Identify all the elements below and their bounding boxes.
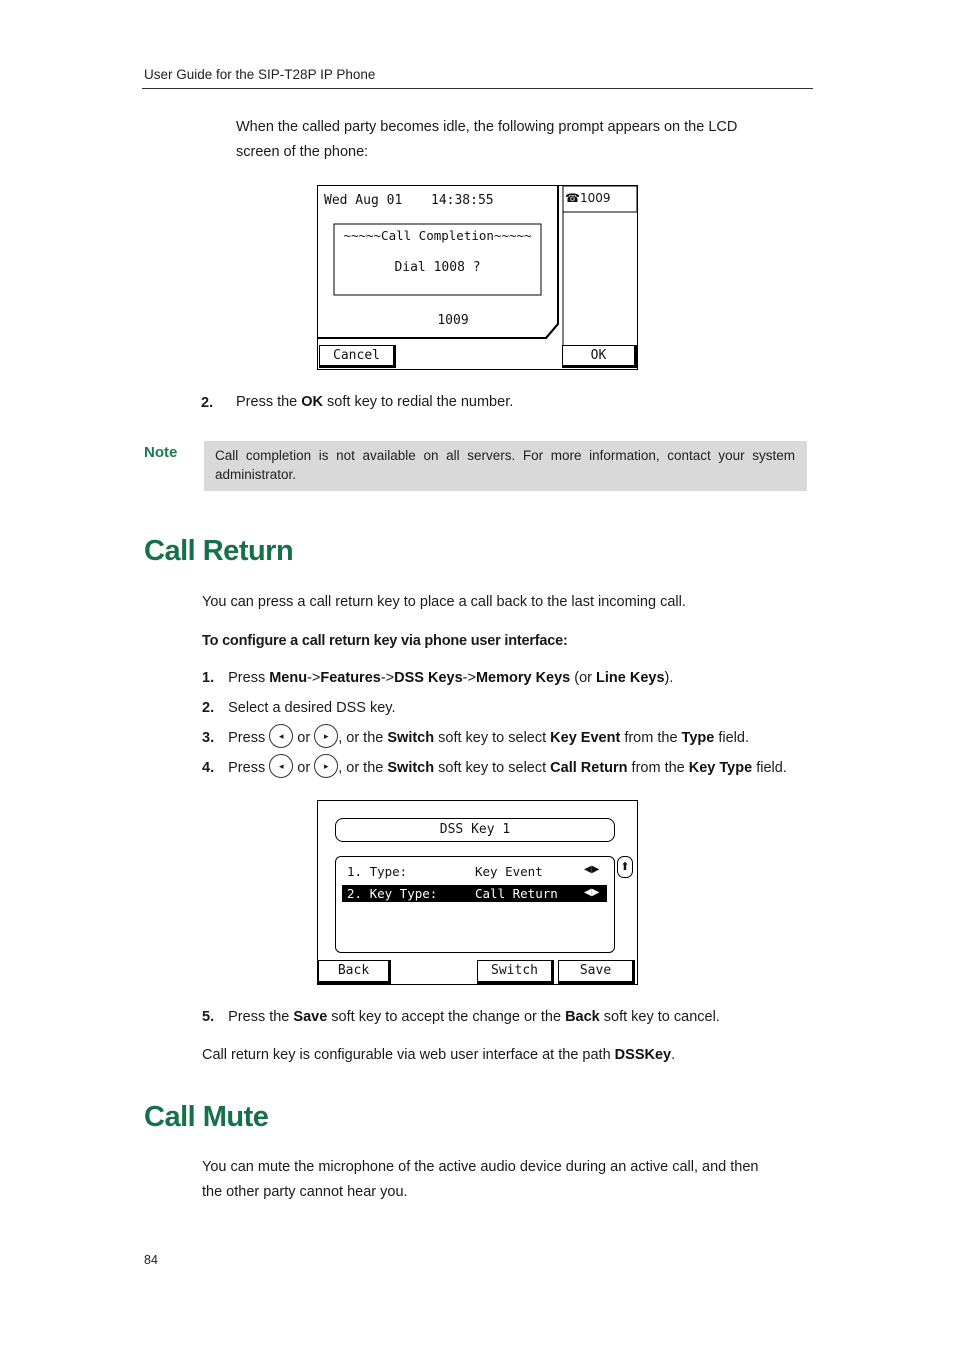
row1-value[interactable]: Key Event (475, 864, 543, 879)
cr-step-4: 4. Press ◂ or ▸ , or the Switch soft key to select Call Return from the Key Type field. (202, 756, 787, 781)
call-return-heading: Call Return (144, 535, 294, 567)
cr-step-1: 1. Press Menu->Features->DSS Keys->Memory Keys (or Line Keys). (202, 670, 674, 686)
line-key-1009[interactable]: ☎1009 (565, 191, 611, 205)
back-softkey[interactable]: Back (318, 960, 391, 984)
page-number: 84 (144, 1253, 158, 1267)
ok-softkey[interactable]: OK (562, 345, 637, 368)
cr-step-2: 2. Select a desired DSS key. (202, 700, 396, 716)
save-softkey[interactable]: Save (558, 960, 635, 984)
row1-label: 1. Type: (347, 864, 408, 879)
dialog-title: ~~~~~Call Completion~~~~~ (343, 228, 532, 243)
running-header: User Guide for the SIP-T28P IP Phone (144, 67, 376, 82)
row2-value: Call Return (475, 886, 558, 901)
cr-step-3: 3. Press ◂ or ▸ , or the Switch soft key to select Key Event from the Type field. (202, 726, 749, 751)
note-text: Call completion is not available on all servers. For more information, contact your system administrator. (215, 448, 795, 482)
left-arrow-key-icon: ◂ (269, 724, 293, 748)
dss-title-bar: DSS Key 1 (335, 818, 615, 842)
intro-line-1: When the called party becomes idle, the following prompt appears on the LCD (236, 119, 738, 135)
intro-line-2: screen of the phone: (236, 144, 369, 160)
call-return-desc: You can press a call return key to place a call back to the last incoming call. (202, 594, 686, 610)
cr-step-5: 5. Press the Save soft key to accept the change or the Back soft key to cancel. (202, 1009, 720, 1025)
cancel-softkey[interactable]: Cancel (319, 345, 396, 368)
cr-web-config: Call return key is configurable via web user interface at the path DSSKey. (202, 1047, 676, 1063)
note-label: Note (144, 444, 178, 461)
right-arrow-key-icon: ▸ (314, 724, 338, 748)
call-mute-heading: Call Mute (144, 1101, 269, 1133)
lcd-dss-key (317, 800, 638, 985)
lcd-time: 14:38:55 (431, 193, 494, 208)
step-2-text: Press the OK soft key to redial the number. (236, 394, 514, 410)
call-return-subheading: To configure a call return key via phone user interface: (202, 633, 568, 649)
call-mute-line-1: You can mute the microphone of the active audio device during an active call, and then (202, 1159, 759, 1175)
lcd-number: 1009 (437, 313, 469, 328)
step-2-number: 2. (201, 395, 214, 411)
row1-arrows-icon: ◀▶ (584, 864, 600, 875)
header-rule (142, 88, 813, 89)
switch-softkey[interactable]: Switch (477, 960, 554, 984)
row2-arrows-icon: ◀▶ (584, 887, 600, 898)
call-mute-line-2: the other party cannot hear you. (202, 1184, 408, 1200)
right-arrow-key-icon: ▸ (314, 754, 338, 778)
left-arrow-key-icon: ◂ (269, 754, 293, 778)
lcd-call-completion (317, 185, 638, 370)
phone-icon: ☎ (565, 191, 580, 205)
lcd-frame (318, 186, 637, 369)
scroll-up-icon[interactable]: ⬆ (617, 856, 633, 878)
lcd-date: Wed Aug 01 (324, 193, 403, 208)
row2-label: 2. Key Type: (347, 886, 438, 901)
dialog-text: Dial 1008 ? (394, 260, 481, 275)
